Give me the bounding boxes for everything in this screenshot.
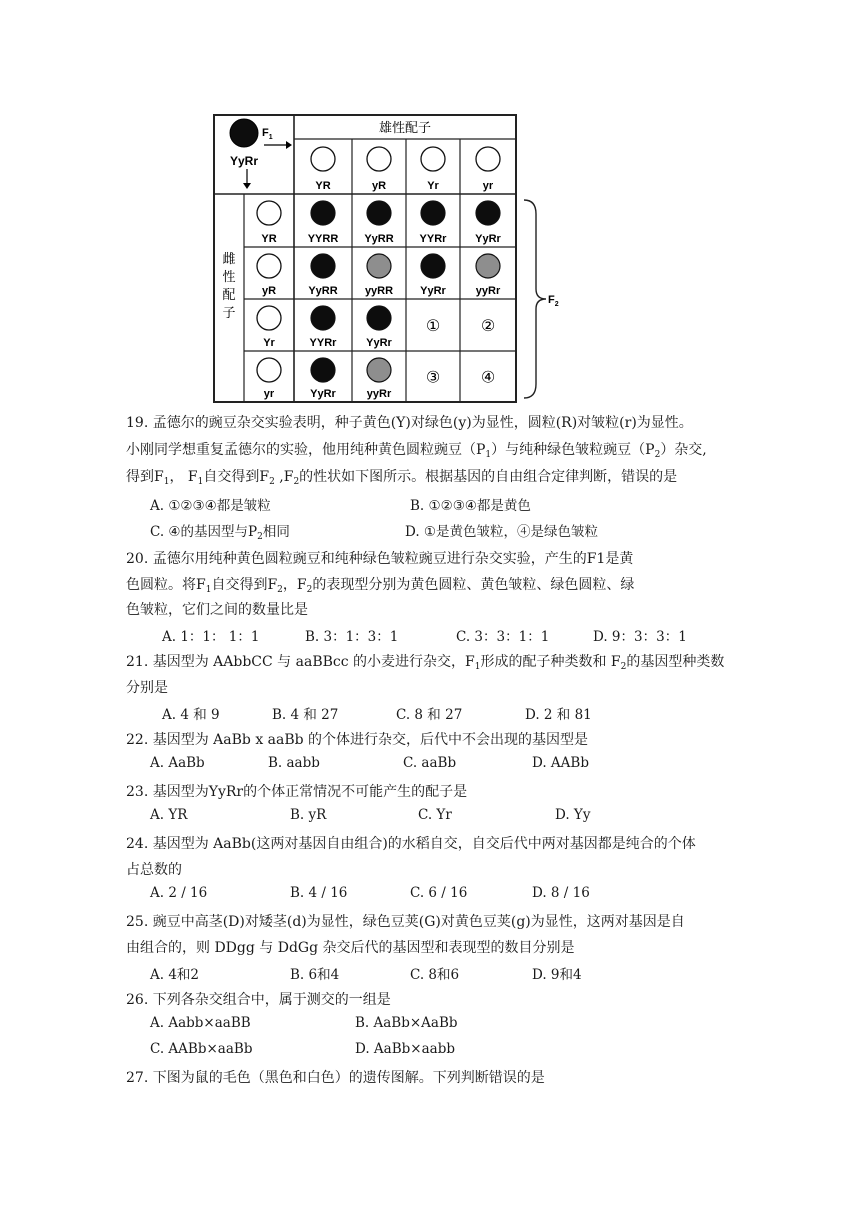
- parent-genotype: YyRr: [230, 154, 259, 168]
- q26-option-a[interactable]: A. Aabb×aaBB: [150, 1015, 251, 1031]
- offspring-circle: [367, 254, 391, 278]
- q19-option-b[interactable]: B. ①②③④都是黄色: [410, 498, 531, 514]
- female-gamete-label: Yr: [263, 337, 275, 349]
- offspring-genotype: YyRR: [364, 233, 394, 245]
- q19-line-2a: 小刚同学想重复孟德尔的实验，他用纯种黄色圆粒豌豆（P: [126, 442, 486, 458]
- q19-line-3a: 得到F: [126, 469, 164, 485]
- female-gametes-header-char: 配: [222, 288, 236, 303]
- q25-option-d[interactable]: D. 9和4: [532, 967, 582, 983]
- female-gametes-header-char: 雌: [222, 252, 236, 267]
- q19-line-3d: ,F: [274, 469, 294, 485]
- q19-option-a[interactable]: A. ①②③④都是皱粒: [150, 498, 271, 514]
- q22-option-d[interactable]: D. AABb: [532, 755, 589, 771]
- offspring-genotype: YYRR: [307, 233, 339, 245]
- offspring-genotype: YYRr: [419, 233, 447, 245]
- offspring-genotype: yyRr: [366, 388, 392, 400]
- q19-option-c-a: C. ④的基因型与P: [150, 524, 258, 540]
- offspring-circle: [311, 358, 335, 382]
- offspring-genotype: YyRr: [420, 285, 446, 297]
- q26-line-1: 26. 下列各杂交组合中，属于测交的一组是: [126, 992, 391, 1008]
- offspring-genotype: YyRr: [310, 388, 336, 400]
- q20-line-2c: ，F: [282, 577, 307, 593]
- offspring-circle: [367, 306, 391, 330]
- q24-line-2: 占总数的: [126, 862, 182, 878]
- offspring-circle: [421, 201, 445, 225]
- q20-option-b[interactable]: B. 3：1：3：1: [305, 629, 399, 645]
- q23-option-b[interactable]: B. yR: [290, 807, 327, 823]
- female-gamete-label: yR: [261, 285, 277, 297]
- male-gamete-label: yr: [482, 180, 494, 192]
- offspring-circle: [311, 201, 335, 225]
- offspring-circle: [476, 201, 500, 225]
- f2-brace: [524, 200, 546, 398]
- q23-option-a[interactable]: A. YR: [150, 807, 188, 823]
- arrowhead-down: [243, 183, 251, 189]
- q23-line-1: 23. 基因型为YyRr的个体正常情况不可能产生的配子是: [126, 784, 468, 800]
- offspring-circle: [476, 254, 500, 278]
- offspring-marker: ①: [425, 316, 441, 335]
- q19-line-3c: 自交得到F: [203, 469, 270, 485]
- male-gamete-circle: [367, 147, 391, 171]
- male-gamete-label: yR: [371, 180, 387, 192]
- q21-line-1a: 21. 基因型为 AAbbCC 与 aaBBcc 的小麦进行杂交，F: [126, 654, 475, 670]
- male-gamete-circle: [421, 147, 445, 171]
- q19-option-d[interactable]: D. ①是黄色皱粒，④是绿色皱粒: [405, 524, 599, 540]
- q22-line-1: 22. 基因型为 AaBb x aaBb 的个体进行杂交，后代中不会出现的基因型是: [126, 732, 589, 748]
- offspring-circle: [367, 358, 391, 382]
- q24-option-d[interactable]: D. 8 / 16: [532, 885, 590, 901]
- q24-line-1: 24. 基因型为 AaBb(这两对基因自由组合)的水稻自交，自交后代中两对基因都是纯合的个体: [126, 836, 696, 852]
- q19-option-c-b: 相同: [262, 524, 290, 540]
- q19-line-1: 19. 孟德尔的豌豆杂交实验表明，种子黄色(Y)对绿色(y)为显性，圆粒(R)对皱粒(r)为显性。: [126, 415, 693, 431]
- q25-option-a[interactable]: A. 4和2: [150, 967, 200, 983]
- female-gamete-label: YR: [261, 233, 277, 245]
- q26-option-c[interactable]: C. AABb×aaBb: [150, 1041, 253, 1057]
- female-gamete-circle: [257, 201, 281, 225]
- q21-option-b[interactable]: B. 4 和 27: [272, 707, 339, 723]
- female-gametes-header-char: 性: [222, 270, 236, 285]
- q26-option-b[interactable]: B. AaBb×AaBb: [355, 1015, 458, 1031]
- q25-option-c[interactable]: C. 8和6: [410, 967, 460, 983]
- offspring-circle: [421, 254, 445, 278]
- offspring-circle: [367, 201, 391, 225]
- female-gametes-header-char: 子: [222, 306, 236, 321]
- offspring-genotype: yyRR: [364, 285, 394, 297]
- offspring-marker: ③: [425, 367, 441, 387]
- q24-option-b[interactable]: B. 4 / 16: [290, 885, 348, 901]
- q20-line-2a: 色圆粒。将F: [126, 577, 206, 593]
- q19-option-c[interactable]: C. ④的基因型与$P_2$相同: [150, 524, 290, 542]
- q22-option-a[interactable]: A. AaBb: [150, 755, 205, 771]
- q19-line-2: 小刚同学想重复孟德尔的实验，他用纯种黄色圆粒豌豆$(P_1)$与纯种绿色皱粒豌豆$(P_2)$杂交,: [126, 442, 707, 460]
- male-gametes-header: 雄性配子: [378, 121, 432, 136]
- offspring-genotype: yyRr: [475, 285, 501, 297]
- male-gamete-circle: [476, 147, 500, 171]
- offspring-marker: ④: [480, 367, 496, 387]
- q20-line-2: 色圆粒。将$F_1$自交得到$F_2$，$F_2$的表现型分别为黄色圆粒、黄色皱粒、绿色圆粒、绿: [126, 577, 635, 595]
- female-gamete-circle: [257, 306, 281, 330]
- q23-option-c[interactable]: C. Yr: [418, 807, 452, 823]
- offspring-genotype: YYRr: [309, 337, 337, 349]
- q20-line-3: 色皱粒，它们之间的数量比是: [126, 602, 308, 618]
- q25-option-b[interactable]: B. 6和4: [290, 967, 340, 983]
- offspring-genotype: YyRr: [475, 233, 501, 245]
- female-gamete-circle: [257, 358, 281, 382]
- q24-option-a[interactable]: A. 2 / 16: [150, 885, 208, 901]
- male-gamete-label: YR: [315, 180, 331, 192]
- q22-option-c[interactable]: C. aaBb: [403, 755, 457, 771]
- parent-f1-label: $F_1$: [262, 127, 273, 141]
- female-gamete-label: yr: [263, 388, 275, 400]
- q21-option-a[interactable]: A. 4 和 9: [162, 707, 220, 723]
- q24-option-c[interactable]: C. 6 / 16: [410, 885, 468, 901]
- arrowhead-right: [286, 141, 292, 149]
- q25-line-1: 25. 豌豆中高茎(D)对矮茎(d)为显性，绿色豆荚(G)对黄色豆荚(g)为显性，这两对基因是自: [126, 914, 685, 930]
- q21-option-d[interactable]: D. 2 和 81: [525, 707, 592, 723]
- q20-option-a[interactable]: A. 1：1： 1：1: [162, 629, 260, 645]
- female-gamete-circle: [257, 254, 281, 278]
- q19-line-3e: 的性状如下图所示。根据基因的自由组合定律判断，错误的是: [299, 469, 678, 485]
- q19-line-3b: ， F: [169, 469, 198, 485]
- offspring-circle: [311, 306, 335, 330]
- q20-option-d[interactable]: D. 9：3：3：1: [593, 629, 687, 645]
- q21-line-1b: 形成的配子种类数和 F: [480, 654, 621, 670]
- punnett-square-figure: [210, 113, 560, 405]
- q20-option-c[interactable]: C. 3：3：1：1: [456, 629, 550, 645]
- f2-label: $F_2$: [548, 294, 559, 308]
- offspring-genotype: YyRr: [366, 337, 392, 349]
- q19-line-2b: ）与纯种绿色皱粒豌豆（P: [491, 442, 655, 458]
- q21-line-2: 分别是: [126, 680, 168, 696]
- parent-f1-circle: [230, 119, 258, 147]
- q21-line-1: 21. 基因型为 AAbbCC 与 aaBBcc 的小麦进行杂交，$F_1$形成的配子种类数和 $F_2$的基因型种类数: [126, 654, 725, 672]
- q20-line-2d: 的表现型分别为黄色圆粒、黄色皱粒、绿色圆粒、绿: [312, 577, 635, 593]
- male-gamete-circle: [311, 147, 335, 171]
- q27-line-1: 27. 下图为鼠的毛色（黑色和白色）的遗传图解。下列判断错误的是: [126, 1070, 545, 1086]
- offspring-genotype: YyRR: [308, 285, 338, 297]
- q19-line-2c: ）杂交,: [660, 442, 707, 458]
- q21-line-1c: 的基因型种类数: [626, 654, 725, 670]
- q20-line-1: 20. 孟德尔用纯种黄色圆粒豌豆和纯种绿色皱粒豌豆进行杂交实验，产生的F1是黄: [126, 551, 634, 567]
- q25-line-2: 由组合的，则 DDgg 与 DdGg 杂交后代的基因型和表现型的数目分别是: [126, 940, 575, 956]
- q26-option-d[interactable]: D. AaBb×aabb: [355, 1041, 455, 1057]
- punnett-square-svg: [210, 113, 560, 405]
- q19-line-3: 得到$F_1$， $F_1$自交得到$F_2$ $,F_2$的性状如下图所示。根据基因的自由组合定律判断，错误的是: [126, 469, 678, 487]
- q21-option-c[interactable]: C. 8 和 27: [396, 707, 463, 723]
- q20-line-2b: 自交得到F: [211, 577, 278, 593]
- offspring-marker: ②: [480, 316, 496, 335]
- offspring-circle: [311, 254, 335, 278]
- q23-option-d[interactable]: D. Yy: [555, 807, 591, 823]
- q22-option-b[interactable]: B. aabb: [268, 755, 320, 771]
- male-gamete-label: Yr: [427, 180, 439, 192]
